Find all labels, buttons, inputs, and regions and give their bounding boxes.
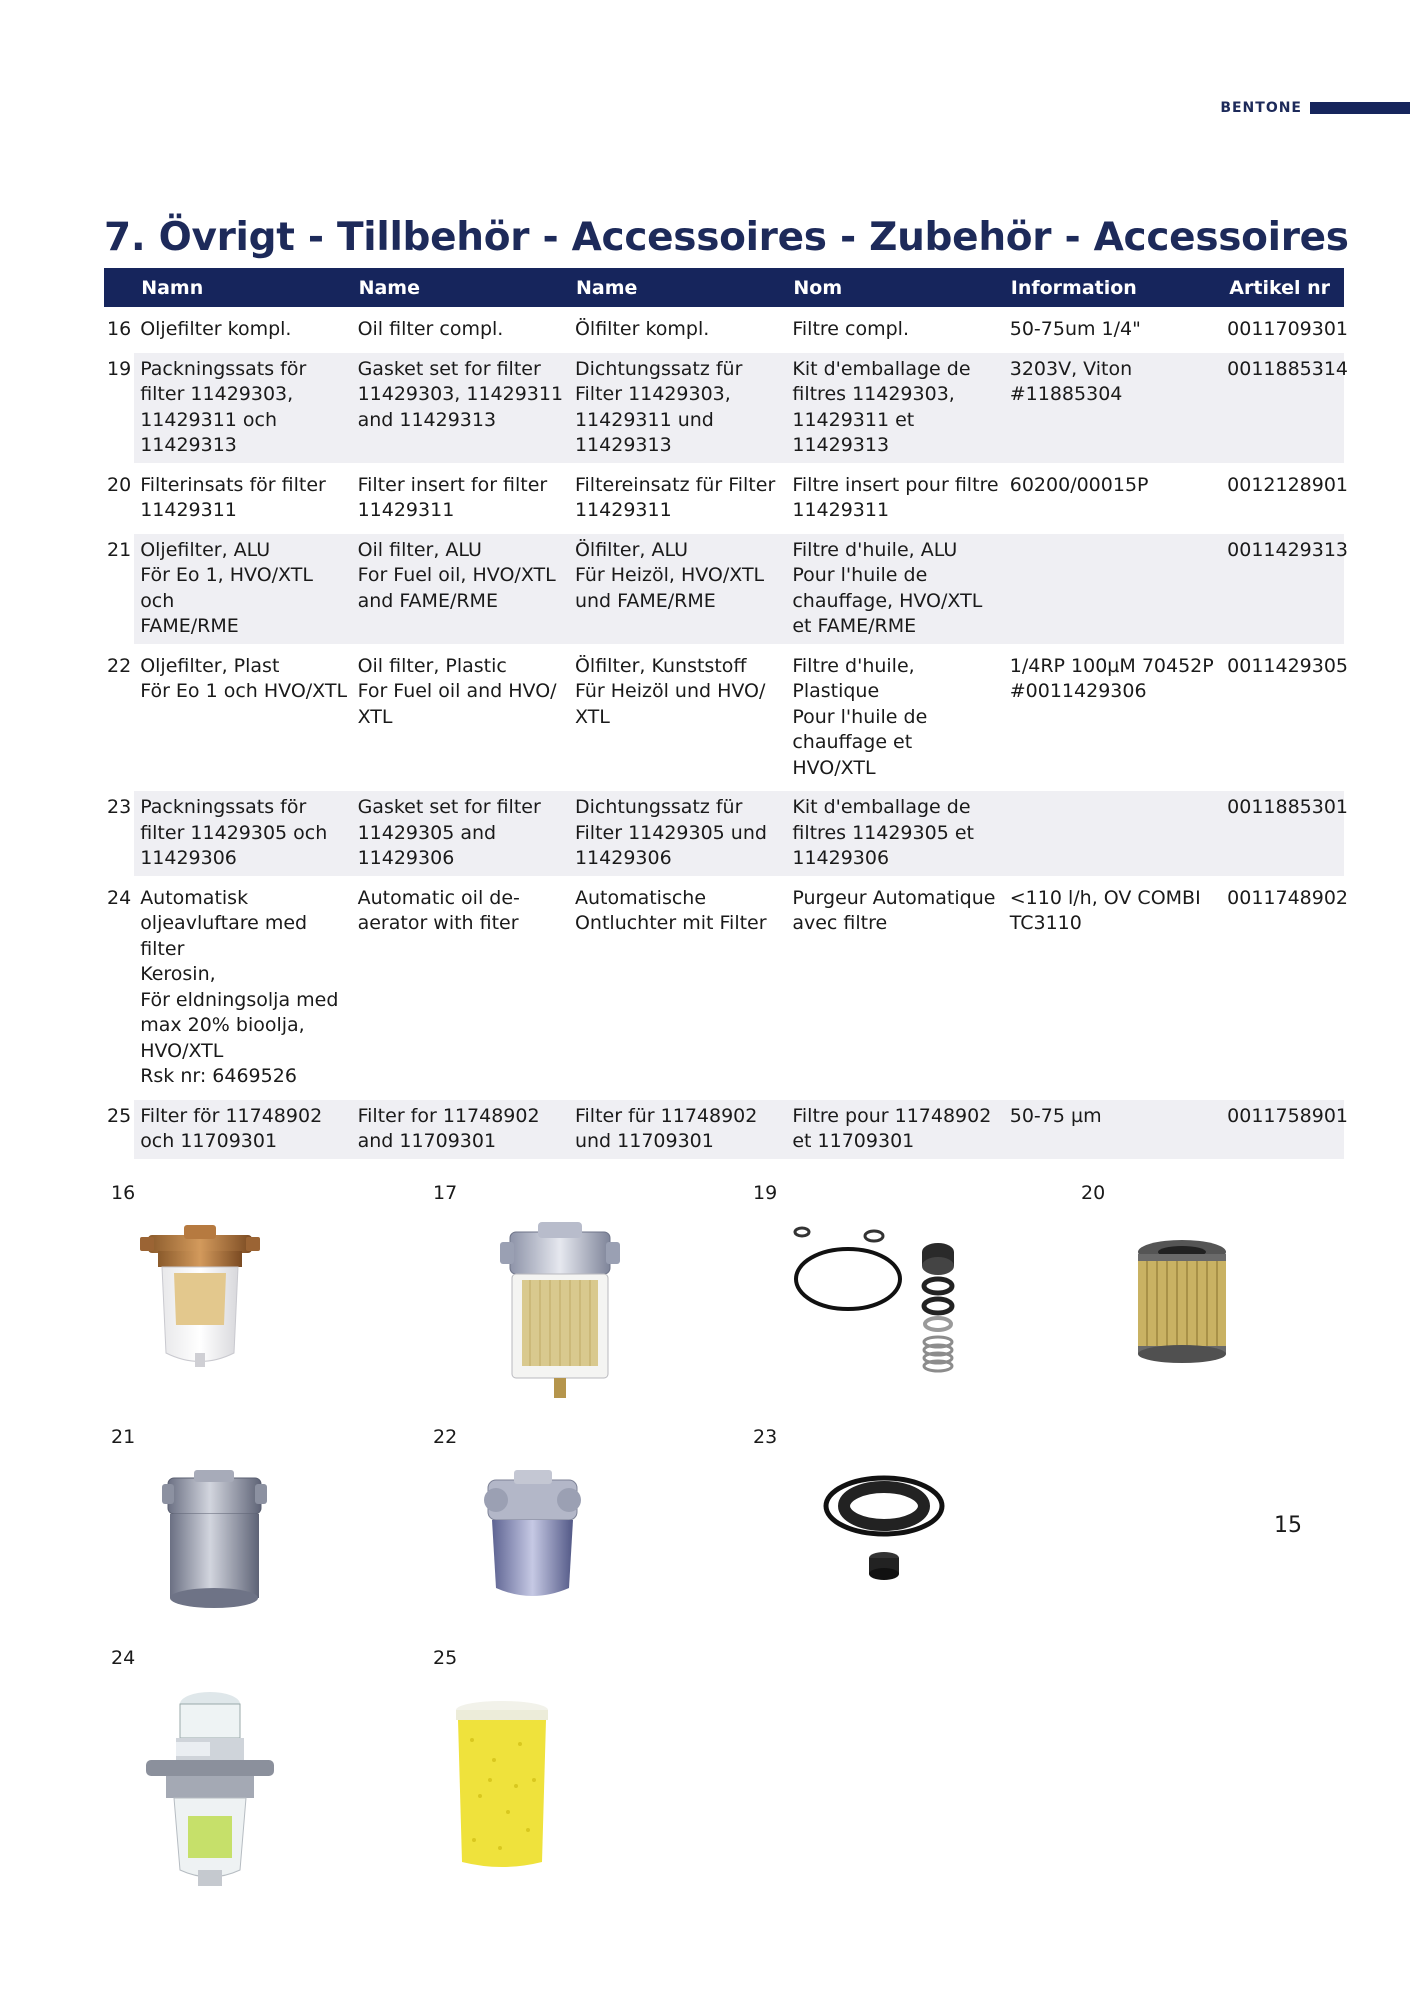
name-de-text: Dichtungssatz für Filter 11429305 und 11429306	[574, 796, 767, 869]
cell-name-de	[569, 469, 786, 528]
thumbnail-label-17: 17	[433, 1182, 458, 1204]
row-number: 20	[107, 473, 132, 496]
article-number-text: 0011885301	[1227, 796, 1349, 818]
page-number: 15	[1274, 1513, 1302, 1538]
article-number-text: 0011709301	[1227, 318, 1349, 340]
table-row	[104, 882, 1344, 1094]
name-en-text: Oil filter compl.	[357, 318, 504, 340]
cell-nom-fr	[786, 469, 1003, 528]
cell-article-number	[1221, 313, 1349, 347]
cell-article-number	[1221, 469, 1349, 528]
nom-fr-text: Filtre d'huile, Plastique Pour l'huile de chauffage et HVO/XTL	[792, 654, 928, 779]
cell-name-en	[352, 650, 569, 786]
cell-name-en	[352, 534, 569, 644]
cell-information	[1004, 650, 1221, 786]
cell-article-number	[1221, 353, 1349, 463]
cell-name-de	[569, 353, 786, 463]
thumbnail-label-21: 21	[111, 1426, 136, 1448]
cell-information	[1004, 791, 1221, 876]
row-number: 21	[104, 534, 134, 644]
oil-filter-brass-icon	[140, 1225, 260, 1380]
cell-namn-sv	[134, 882, 351, 1094]
nom-fr-text: Filtre pour 11748902 et 11709301	[792, 1104, 992, 1152]
oil-deaerator-icon	[140, 1690, 280, 1890]
cell-name-en	[352, 882, 569, 1094]
table-row	[104, 353, 1344, 463]
page-title: 7. Övrigt - Tillbehör - Accessoires - Zubehör - Accessoires	[104, 215, 1349, 260]
table-row	[104, 1100, 1344, 1159]
article-number-text: 0012128901	[1227, 473, 1349, 496]
filter-insert-icon	[1135, 1240, 1230, 1365]
name-de-text: Dichtungssatz für Filter 11429303, 11429311 und 11429313	[574, 357, 743, 456]
cell-name-de	[569, 534, 786, 644]
namn-sv-text: Filter för 11748902 och 11709301	[140, 1104, 323, 1152]
row-number: 19	[104, 353, 134, 463]
information-text: <110 l/h, OV COMBI TC3110	[1009, 886, 1201, 934]
namn-sv-text: Oljefilter, Plast För Eo 1 och HVO/XTL	[140, 654, 348, 702]
accessories-table	[104, 262, 1349, 1165]
information-text: 50-75 µm	[1009, 1104, 1102, 1127]
row-number: 16	[107, 318, 132, 340]
name-de-text: Filtereinsatz für Filter 11429311	[574, 473, 776, 521]
cell-nom-fr	[786, 353, 1003, 463]
namn-sv-text: Filterinsats för filter 11429311	[140, 473, 326, 521]
cell-name-en	[352, 469, 569, 528]
row-number: 22	[107, 654, 132, 677]
cell-information	[1004, 882, 1221, 1094]
cell-name-de	[569, 882, 786, 1094]
header-name-en: Name	[352, 268, 569, 307]
thumbnail-label-20: 20	[1081, 1182, 1106, 1204]
namn-sv-text: Oljefilter, ALU För Eo 1, HVO/XTL och FAME/RME	[140, 538, 313, 637]
cell-name-en	[352, 353, 569, 463]
name-de-text: Filter für 11748902 und 11709301	[574, 1104, 758, 1152]
brand-bar	[1310, 102, 1410, 114]
cell-namn-sv	[134, 791, 351, 876]
cell-information	[1004, 353, 1221, 463]
cell-article-number	[1221, 882, 1349, 1094]
yellow-filter-icon	[450, 1700, 555, 1875]
name-de-text: Ölfilter, Kunststoff Für Heizöl und HVO/ XTL	[574, 654, 766, 728]
brand-name: BENTONE	[1220, 100, 1302, 116]
cell-article-number	[1221, 1100, 1349, 1159]
name-en-text: Gasket set for filter 11429305 and 11429306	[357, 796, 541, 869]
nom-fr-text: Purgeur Automatique avec filtre	[792, 886, 996, 934]
cell-name-en	[352, 791, 569, 876]
header-namn-sv: Namn	[134, 268, 351, 307]
cell-article-number	[1221, 534, 1349, 644]
thumbnail-label-24: 24	[111, 1647, 136, 1669]
cell-namn-sv	[134, 469, 351, 528]
cell-nom-fr	[786, 534, 1003, 644]
cell-information	[1004, 1100, 1221, 1159]
name-en-text: Gasket set for filter 11429303, 11429311 and 11429313	[357, 357, 564, 431]
article-number-text: 0011748902	[1227, 886, 1349, 909]
cell-name-en	[352, 1100, 569, 1159]
table-row	[104, 791, 1344, 876]
cell-namn-sv	[134, 353, 351, 463]
name-en-text: Filter for 11748902 and 11709301	[357, 1104, 540, 1152]
table-row	[104, 534, 1344, 644]
namn-sv-text: Automatisk oljeavluftare med filter Kerosin, För eldningsolja med max 20% bioolja, HVO/XTL Rsk nr: 6469526	[140, 886, 339, 1087]
cell-nom-fr	[786, 882, 1003, 1094]
nom-fr-text: Kit d'emballage de filtres 11429303, 11429311 et 11429313	[792, 357, 971, 456]
cell-name-en	[352, 313, 569, 347]
nom-fr-text: Kit d'emballage de filtres 11429305 et 11429306	[792, 796, 974, 869]
thumbnail-label-22: 22	[433, 1426, 458, 1448]
name-en-text: Oil filter, ALU For Fuel oil, HVO/XTL and FAME/RME	[357, 538, 556, 612]
namn-sv-text: Oljefilter kompl.	[140, 318, 292, 340]
name-de-text: Ölfilter, ALU Für Heizöl, HVO/XTL und FAME/RME	[574, 538, 765, 612]
thumbnail-label-25: 25	[433, 1647, 458, 1669]
cell-information	[1004, 469, 1221, 528]
namn-sv-text: Packningssats för filter 11429303, 11429311 och 11429313	[140, 357, 307, 456]
cell-name-de	[569, 313, 786, 347]
cell-namn-sv	[134, 313, 351, 347]
gasket-set-icon	[790, 1226, 970, 1381]
header-article-number: Artikel nr	[1221, 268, 1344, 307]
thumbnail-label-23: 23	[753, 1426, 778, 1448]
information-text: 1/4RP 100µM 70452P #0011429306	[1009, 654, 1214, 702]
cell-nom-fr	[786, 650, 1003, 786]
nom-fr-text: Filtre d'huile, ALU Pour l'huile de chauffage, HVO/XTL et FAME/RME	[792, 538, 983, 637]
header-number	[104, 268, 134, 307]
row-number: 23	[104, 791, 134, 876]
cell-article-number	[1221, 650, 1349, 786]
table-row	[104, 469, 1344, 528]
namn-sv-text: Packningssats för filter 11429305 och 11429306	[140, 796, 328, 869]
cell-name-de	[569, 650, 786, 786]
table-header-row	[104, 268, 1344, 307]
thumbnail-label-16: 16	[111, 1182, 136, 1204]
name-en-text: Automatic oil de- aerator with fiter	[357, 886, 520, 934]
name-en-text: Oil filter, Plastic For Fuel oil and HVO/ XTL	[357, 654, 557, 728]
row-number: 25	[104, 1100, 134, 1159]
name-en-text: Filter insert for filter 11429311	[357, 473, 548, 521]
cell-namn-sv	[134, 650, 351, 786]
information-text: 50-75um 1/4"	[1009, 318, 1141, 340]
cell-namn-sv	[134, 1100, 351, 1159]
cell-information	[1004, 313, 1221, 347]
article-number-text: 0011758901	[1227, 1104, 1349, 1127]
gasket-ring-icon	[822, 1474, 947, 1584]
nom-fr-text: Filtre insert pour filtre 11429311	[792, 473, 999, 521]
cell-name-de	[569, 1100, 786, 1159]
cell-namn-sv	[134, 534, 351, 644]
cell-nom-fr	[786, 313, 1003, 347]
article-number-text: 0011429313	[1227, 538, 1349, 561]
cell-nom-fr	[786, 1100, 1003, 1159]
information-text: 3203V, Viton #11885304	[1009, 357, 1133, 405]
row-number: 24	[107, 886, 132, 909]
article-number-text: 0011429305	[1227, 654, 1349, 677]
table-row	[104, 650, 1344, 786]
name-de-text: Ölfilter kompl.	[574, 318, 710, 340]
information-text: 60200/00015P	[1009, 473, 1149, 496]
thumbnail-label-19: 19	[753, 1182, 778, 1204]
oil-filter-metal-cup-icon	[500, 1222, 620, 1402]
article-number-text: 0011885314	[1227, 357, 1349, 380]
cell-name-de	[569, 791, 786, 876]
brand-header	[1220, 101, 1410, 115]
table-row	[104, 313, 1344, 347]
cell-article-number	[1221, 791, 1349, 876]
header-name-de: Name	[569, 268, 786, 307]
cell-nom-fr	[786, 791, 1003, 876]
cell-information	[1004, 534, 1221, 644]
nom-fr-text: Filtre compl.	[792, 318, 909, 340]
oil-filter-plastic-icon	[480, 1470, 585, 1605]
header-nom-fr: Nom	[786, 268, 1003, 307]
header-information: Information	[1004, 268, 1221, 307]
name-de-text: Automatische Ontluchter mit Filter	[574, 886, 767, 934]
oil-filter-alu-icon	[162, 1470, 267, 1610]
